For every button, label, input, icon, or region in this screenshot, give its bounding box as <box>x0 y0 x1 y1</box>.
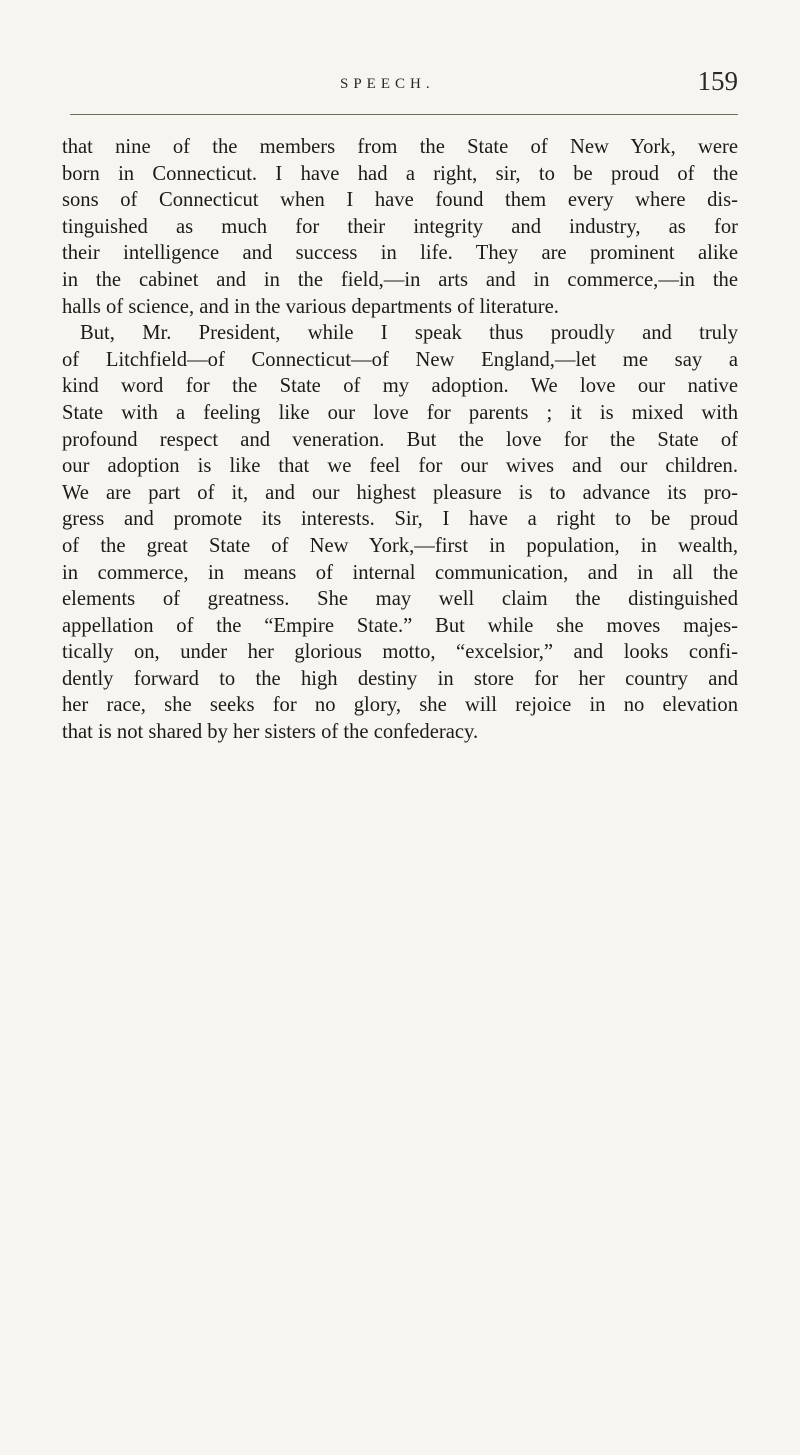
text-line: We are part of it, and our highest pleasure is to advance its pro- <box>62 481 738 504</box>
text-line: of the great State of New York,—first in population, in wealth, <box>62 534 738 557</box>
text-line: our adoption is like that we feel for our wives and our children. <box>62 455 738 478</box>
text-line: their intelligence and success in life. They are prominent alike <box>62 242 738 265</box>
text-line: elements of greatness. She may well claim the distinguished <box>62 588 738 611</box>
text-line: in commerce, in means of internal communication, and in all the <box>62 561 738 584</box>
text-line: sons of Connecticut when I have found them every where dis- <box>62 189 738 212</box>
text-line: of Litchfield—of Connecticut—of New England,—let me say a <box>62 348 738 371</box>
text-line: appellation of the “Empire State.” But while she moves majes- <box>62 614 738 637</box>
text-line: born in Connecticut. I have had a right, sir, to be proud of the <box>62 162 738 185</box>
text-line: that nine of the members from the State of New York, were <box>62 136 738 158</box>
text-line: kind word for the State of my adoption. We love our native <box>62 375 738 398</box>
header-rule <box>70 114 738 115</box>
text-line: in the cabinet and in the field,—in arts and in commerce,—in the <box>62 268 738 291</box>
text-line: But, Mr. President, while I speak thus proudly and truly <box>80 322 738 345</box>
text-line: her race, she seeks for no glory, she will rejoice in no elevation <box>62 694 738 717</box>
speech-text <box>62 134 738 746</box>
text-line: dently forward to the high destiny in store for her country and <box>62 667 738 690</box>
text-line: that is not shared by her sisters of the confederacy. <box>62 721 479 744</box>
text-line: tically on, under her glorious motto, “excelsior,” and looks confi- <box>62 641 738 664</box>
text-line: profound respect and veneration. But the love for the State of <box>62 428 738 451</box>
page-number: 159 <box>697 66 738 96</box>
text-line: State with a feeling like our love for parents ; it is mixed with <box>62 401 738 424</box>
running-title: SPEECH. <box>340 76 435 92</box>
text-line: halls of science, and in the various departments of literature. <box>62 295 559 318</box>
text-line: tinguished as much for their integrity and industry, as for <box>62 215 738 238</box>
text-line: gress and promote its interests. Sir, I have a right to be proud <box>62 508 738 531</box>
